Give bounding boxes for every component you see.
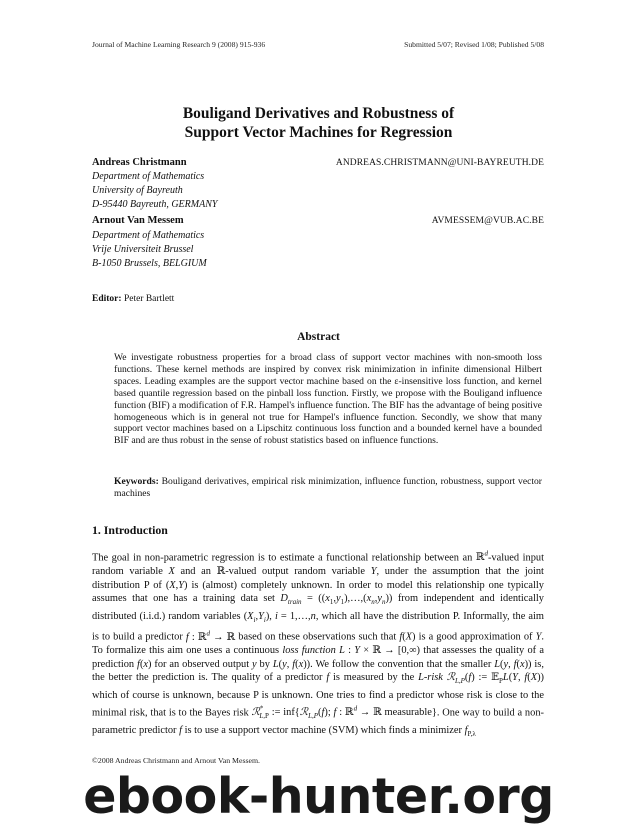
watermark-text: ebook-hunter.org [83, 768, 554, 825]
affiliation-line: Department of Mathematics [92, 230, 205, 241]
keywords-text: Bouligand derivatives, empirical risk minimization, influence function, robustness, support vector machines [114, 476, 542, 499]
paper-title [0, 104, 637, 142]
intro-text: loss function [282, 645, 336, 657]
intro-text: The goal in non-parametric regression is to estimate a functional relationship between an [92, 552, 473, 564]
intro-text: . One way to build a non-parametric predictor [92, 707, 544, 736]
math-var: f [326, 672, 330, 684]
intro-text: is (almost) completely unknown. In order to model this relationship one typically assumes that one has a training data set [92, 579, 544, 605]
intro-text: for an observed output [154, 658, 250, 670]
intro-text: based on these observations such that [238, 631, 397, 643]
abstract-text: We investigate robustness properties for a broad class of support vector machines with non-smooth loss functions. These kernel methods are inspired by convex risk minimization in infinite dimensional Hilbert spaces. Leading examples are the support vector machine based on the ε-insensitive loss function, and kernel based quantile regression based on the pinball loss function. Firstly, we propose with the Bouligand influence function (BIF) a modification of F.R. Hampel's influence function. The BIF has the advantage of being positive homogeneous which is in general not true for Hampel's influence function. Secondly, we show that many support vector machines based on a Lipschitz continuous loss function and a bounded kernel have a bounded BIF and are thus robust in the sense of robust statistics based on influence functions. [114, 352, 542, 447]
author-email[interactable]: ANDREAS.CHRISTMANN@UNI-BAYREUTH.DE [335, 158, 544, 168]
affiliation-line: B-1050 Brussels, BELGIUM [92, 258, 207, 270]
math-expr: L(y, f(x)) [272, 658, 311, 670]
math-var: Y [370, 566, 377, 578]
title-line-2: Support Vector Machines for Regression [184, 124, 453, 141]
intro-text: . To formalize this aim one uses a continuous [92, 631, 544, 657]
author-email[interactable]: AVMESSEM@VUB.AC.BE [431, 216, 544, 226]
intro-text: is to use a support vector machine (SVM) which finds a minimizer [184, 724, 462, 736]
math-expr: f : ℝ$^d$ → ℝ [185, 629, 236, 643]
editor-label: Editor: [92, 294, 122, 304]
affiliation-line: Vrije Universiteit Brussel [92, 244, 194, 256]
math-expr: L : Y × ℝ → [0,∞) [339, 645, 421, 657]
math-expr: ℛ*$_{L,P}$ := inf{ℛ$_{L,P}$(f); f : ℝ$^d$ → ℝ measurable} [251, 704, 437, 721]
math-r: ℝ [216, 566, 226, 578]
intro-text: is measured by the [333, 672, 415, 684]
section-heading: 1. Introduction [92, 523, 168, 537]
editor-line [92, 294, 174, 304]
math-expr: $(X_i,Y_i)$, i = 1,…,n [243, 610, 316, 624]
journal-header: Journal of Machine Learning Research 9 (2008) 915-936 [92, 40, 266, 49]
intro-text: that assesses the quality of a prediction [92, 645, 544, 670]
editor-name: Peter Bartlett [123, 294, 175, 304]
math-var: Y [535, 631, 542, 643]
keywords-label: Keywords: [114, 476, 159, 487]
intro-text: -valued output random variable [225, 566, 366, 578]
submission-dates: Submitted 5/07; Revised 1/08; Published 5/08 [404, 40, 544, 49]
intro-text: from independent and identically distributed (i.i.d.) random variables [92, 593, 544, 622]
author-affiliation [92, 170, 217, 213]
author-name: Andreas Christmann [92, 157, 187, 168]
math-expr: $D_{train}$ = $((x_1,y_1),\dots,(x_n,y_n))$ [280, 593, 393, 607]
intro-text: is, the better the prediction is. The quality of a predictor [92, 658, 544, 684]
math-var: f [179, 724, 183, 736]
intro-text: , which all have the distribution P. Informally, the aim is to build a predictor [92, 610, 544, 643]
intro-text: and an [180, 566, 211, 578]
affiliation-line: D-95440 Bayreuth, GERMANY [92, 199, 218, 211]
intro-text: L-risk [418, 672, 443, 684]
math-expr: (X,Y) [165, 579, 188, 591]
title-line-1: Bouligand Derivatives and Robustness of [182, 105, 455, 122]
keywords [114, 476, 542, 500]
copyright-notice: ©2008 Andreas Christmann and Arnout Van Messem. [92, 756, 260, 765]
math-expr: f(X) [399, 631, 416, 643]
intro-text: . We follow the convention that the smaller [310, 658, 492, 670]
intro-text: which of course is unknown, because P is unknown. One tries to find a predictor whose risk is close to the minimal risk, that is to the Bayes risk [92, 690, 544, 719]
math-var: y [252, 658, 257, 670]
intro-text: is a good approximation of [418, 631, 533, 643]
intro-text: by [259, 658, 270, 670]
abstract-heading: Abstract [297, 331, 340, 343]
math-expr: f(x) [137, 658, 152, 670]
intro-paragraph [92, 548, 544, 741]
author-name: Arnout Van Messem [92, 215, 184, 226]
author-affiliation [92, 229, 207, 272]
affiliation-line: University of Bayreuth [92, 185, 183, 197]
intro-text: -valued input random variable [92, 552, 544, 578]
math-expr: ℛ$_{L,P}$(f) := 𝔼$_P$L(Y, f(X)) [446, 672, 544, 686]
affiliation-line: Department of Mathematics [92, 171, 205, 182]
math-expr: $f_{P,\lambda}$ [464, 724, 476, 738]
intro-text: , under the assumption that the joint distribution P of [92, 566, 544, 591]
math-expr: L(y, f(x)) [494, 658, 532, 670]
math-var: X [168, 566, 175, 578]
math-rd: ℝ$^d$ [475, 550, 488, 564]
